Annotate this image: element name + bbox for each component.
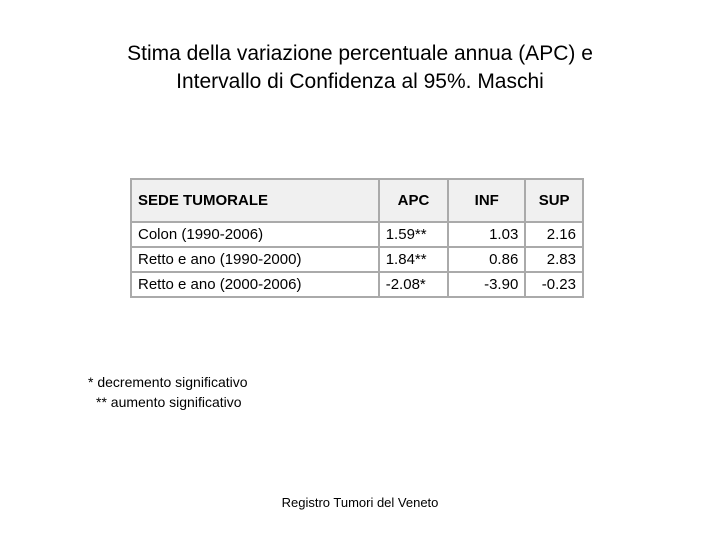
- cell-sede: Retto e ano (1990-2000): [132, 248, 380, 273]
- footnote-increase: ** aumento significativo: [96, 394, 242, 410]
- apc-table: [130, 178, 584, 298]
- cell-apc: 1.59**: [380, 223, 450, 248]
- cell-sup: 2.16: [526, 223, 582, 248]
- header-apc: APC: [380, 180, 450, 223]
- title-line-2: Intervallo di Confidenza al 95%. Maschi: [176, 70, 544, 93]
- header-sup: SUP: [526, 180, 582, 223]
- footnotes: [88, 372, 248, 412]
- header-inf: INF: [449, 180, 526, 223]
- cell-sede: Colon (1990-2006): [132, 223, 380, 248]
- cell-apc: -2.08*: [380, 273, 450, 296]
- cell-inf: -3.90: [449, 273, 526, 296]
- table-header-row: [132, 180, 582, 223]
- table-row: [132, 248, 582, 273]
- cell-inf: 1.03: [449, 223, 526, 248]
- footnote-decrease: * decremento significativo: [88, 374, 248, 390]
- slide-title: [40, 40, 680, 96]
- cell-sup: 2.83: [526, 248, 582, 273]
- source-label: Registro Tumori del Veneto: [281, 495, 439, 510]
- title-line-1: Stima della variazione percentuale annua (APC) e: [127, 42, 593, 65]
- cell-inf: 0.86: [449, 248, 526, 273]
- cell-sup: -0.23: [541, 276, 576, 293]
- cell-sede: Retto e ano (2000-2006): [132, 273, 380, 296]
- cell-apc: 1.84**: [380, 248, 450, 273]
- header-sede-tumorale: SEDE TUMORALE: [132, 180, 380, 223]
- table-row: [132, 273, 582, 296]
- table-row: [132, 223, 582, 248]
